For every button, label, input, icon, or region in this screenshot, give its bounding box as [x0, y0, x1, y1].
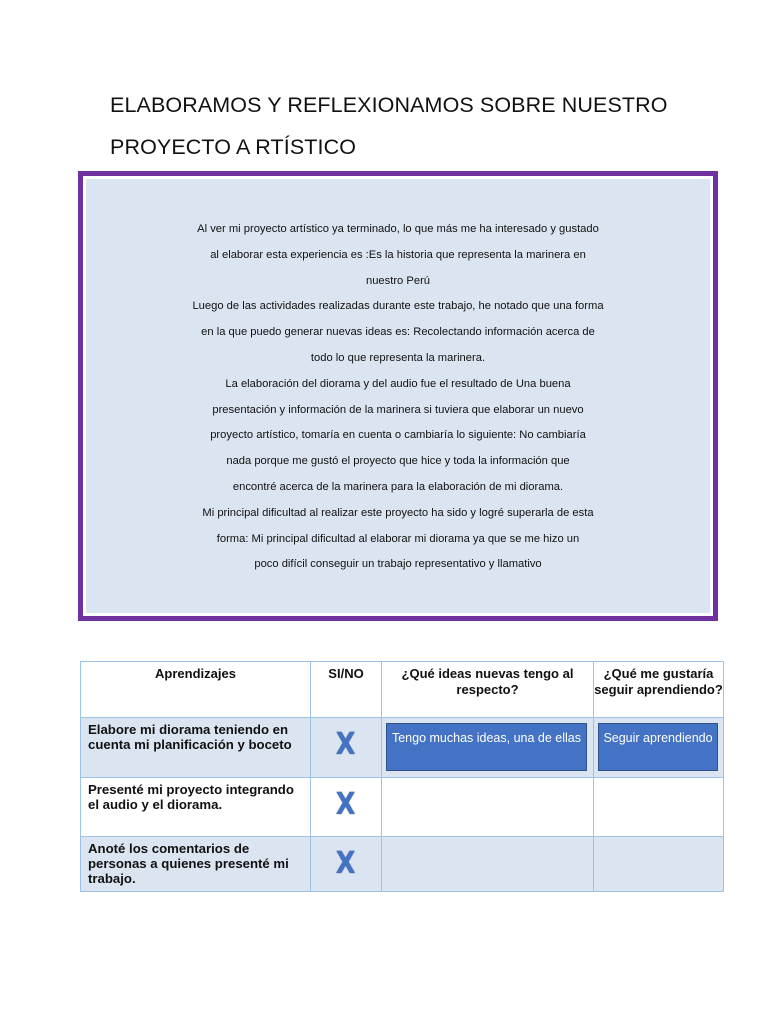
reflection-line: presentación y información de la marinera si tuviera que elaborar un nuevo [212, 403, 584, 416]
learning-text: Presenté mi proyecto integrando el audio y el diorama. [88, 782, 294, 812]
idea-cell [382, 778, 594, 837]
reflection-line: nada porque me gustó el proyecto que hice y toda la información que [226, 455, 570, 468]
continue-cell [594, 718, 724, 778]
table-row [81, 837, 724, 892]
header-yes-no: SI/NO [311, 662, 382, 718]
reflection-line: al elaborar esta experiencia es :Es la historia que representa la marinera en [210, 248, 586, 261]
table-row [81, 718, 724, 778]
reflection-line: en la que puedo generar nuevas ideas es: Recolectando información acerca de [201, 326, 595, 339]
reflection-line: encontré acerca de la marinera para la elaboración de mi diorama. [232, 480, 564, 493]
reflection-line: Mi principal dificultad al realizar este proyecto ha sido y logré superarla de esta [202, 506, 594, 519]
learning-cell [81, 778, 311, 837]
header-new-ideas: ¿Qué ideas nuevas tengo al respecto? [382, 662, 594, 718]
learning-cell [81, 718, 311, 778]
learning-text: Anoté los comentarios de personas a quienes presenté mi trabajo. [88, 841, 289, 886]
learning-cell [81, 837, 311, 892]
reflection-line: nuestro Perú [365, 274, 431, 287]
mark-cell [311, 778, 382, 837]
mark-cell [311, 718, 382, 778]
idea-cell [382, 837, 594, 892]
page-title-line-1: ELABORAMOS Y REFLEXIONAMOS SOBRE NUESTRO [110, 93, 668, 117]
reflection-line: proyecto artístico, tomaría en cuenta o cambiaría lo siguiente: No cambiaría [210, 429, 586, 442]
reflection-line: Al ver mi proyecto artístico ya terminado, lo que más me ha interesado y gustado [197, 223, 599, 235]
table-row [81, 778, 724, 837]
header-learnings: Aprendizajes [81, 662, 311, 718]
x-mark-icon: X [336, 727, 356, 762]
reflection-line: todo lo que representa la marinera. [310, 351, 486, 364]
page-title [110, 84, 710, 168]
header-keep-learning: ¿Qué me gustaría seguir aprendiendo? [594, 662, 724, 718]
continue-cell [594, 837, 724, 892]
reflection-line: forma: Mi principal dificultad al elaborar mi diorama ya que se me hizo un [216, 532, 580, 545]
x-mark-icon: X [336, 846, 356, 881]
reflection-line: La elaboración del diorama y del audio fue el resultado de Una buena [225, 377, 571, 390]
x-mark-icon: X [336, 787, 356, 822]
reflection-text-area [86, 179, 710, 613]
table-header-row [81, 662, 724, 718]
learning-table [80, 661, 724, 892]
continue-cell [594, 778, 724, 837]
mark-cell [311, 837, 382, 892]
reflection-line: Luego de las actividades realizadas durante este trabajo, he notado que una forma [192, 300, 604, 313]
continue-box: Seguir aprendiendo [598, 723, 718, 771]
idea-box: Tengo muchas ideas, una de ellas [386, 723, 587, 771]
reflection-box [78, 171, 718, 621]
page-title-line-2: PROYECTO A RTÍSTICO [110, 135, 357, 159]
reflection-line: poco difícil conseguir un trabajo representativo y llamativo [254, 558, 542, 571]
idea-cell [382, 718, 594, 778]
learning-text: Elabore mi diorama teniendo en cuenta mi planificación y boceto [88, 722, 292, 752]
